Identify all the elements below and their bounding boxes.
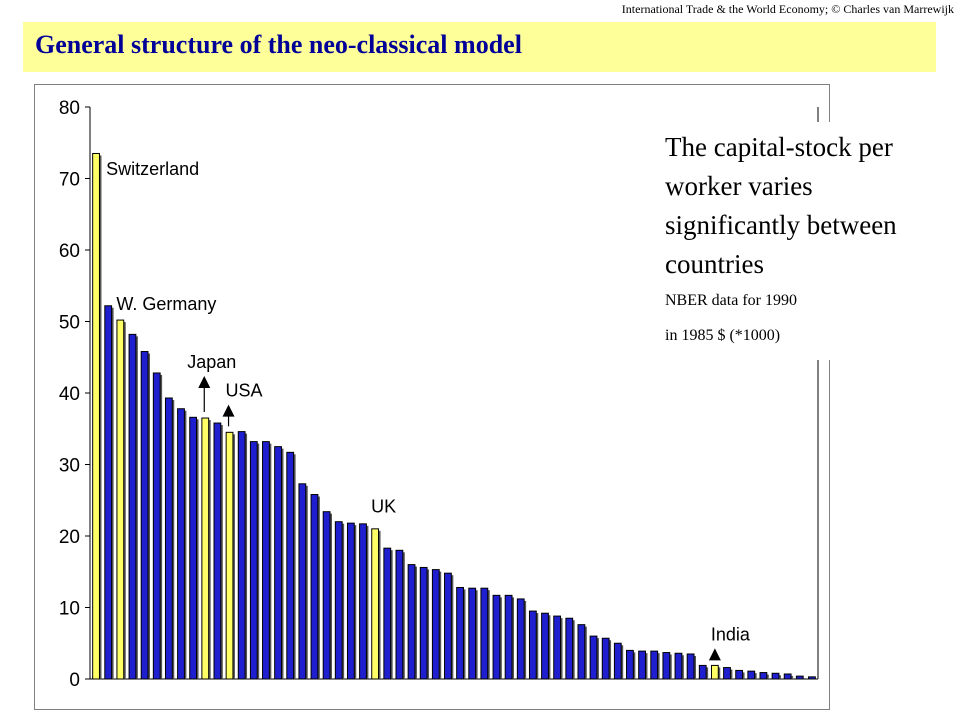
bar [178,409,185,679]
bar [493,595,500,679]
bar [772,673,779,679]
bar [396,550,403,679]
bar [323,512,330,679]
bar [190,417,197,679]
bar [724,668,731,679]
bar [469,588,476,679]
y-tick-label: 50 [58,312,80,334]
bar [360,524,367,679]
country-label-japan: Japan [187,351,237,372]
bar [675,653,682,679]
label-arrow-head [223,405,235,417]
bar [263,442,270,679]
bar [311,495,318,679]
bar [432,570,439,679]
y-tick-label: 30 [58,455,80,477]
bar [517,599,524,679]
slide-title: General structure of the neo-classical model [35,30,522,59]
bar [153,373,160,679]
bar [250,442,257,679]
bar [554,616,561,679]
bar [408,565,415,679]
bar [384,548,391,679]
highlighted-bar [372,529,379,679]
bar [335,522,342,679]
y-tick-label: 80 [58,98,80,119]
bar [699,665,706,679]
annotation-box [658,122,902,360]
credit-line: International Trade & the World Economy; © Charles van Marrewijk [621,2,954,16]
bar [542,613,549,679]
bar [809,677,816,679]
bar [748,671,755,679]
y-tick-label: 20 [58,527,80,548]
bar [105,306,112,679]
bar [505,595,512,679]
title-bar [23,22,936,72]
bar [238,432,245,679]
bar [784,674,791,679]
bar [165,398,172,679]
y-tick-label: 70 [58,169,80,191]
highlighted-bar [202,418,209,679]
y-tick-label: 40 [58,384,80,405]
bar [578,625,585,679]
bar [347,523,354,679]
highlighted-bar [117,320,124,679]
bar [529,611,536,679]
annotation-units: in 1985 $ (*1000) [665,327,781,344]
bar [481,588,488,679]
highlighted-bar [711,665,718,679]
highlighted-bar [226,432,233,679]
bar [457,587,464,679]
country-label-uk: UK [371,496,397,517]
bar [420,567,427,679]
y-tick-label: 60 [58,241,80,262]
bar [602,638,609,679]
bar [760,673,767,679]
bar [287,452,294,679]
bar [141,352,148,679]
label-arrow-head [198,376,210,388]
country-label-india: India [710,624,750,645]
bar [687,654,694,679]
bar [129,334,136,679]
bar [590,636,597,679]
bar [566,618,573,679]
bar [299,484,306,679]
bar [214,423,221,679]
bar [651,651,658,679]
bar [796,676,803,679]
annotation-source: NBER data for 1990 [665,292,797,309]
bar [445,573,452,679]
country-label-switzerland: Switzerland [106,158,200,179]
country-label-usa: USA [225,380,263,401]
bar [627,650,634,679]
label-arrow-head [709,648,721,660]
bar [639,651,646,679]
bar [663,653,670,679]
highlighted-bar [93,153,100,679]
annotation-main-text: The capital-stock per worker varies significantly between countries [665,132,897,279]
country-label-w-germany: W. Germany [116,294,217,315]
bar [614,643,621,679]
y-tick-label: 10 [58,598,80,620]
bar [275,447,282,679]
y-tick-label: 0 [69,670,80,691]
bar [736,670,743,679]
